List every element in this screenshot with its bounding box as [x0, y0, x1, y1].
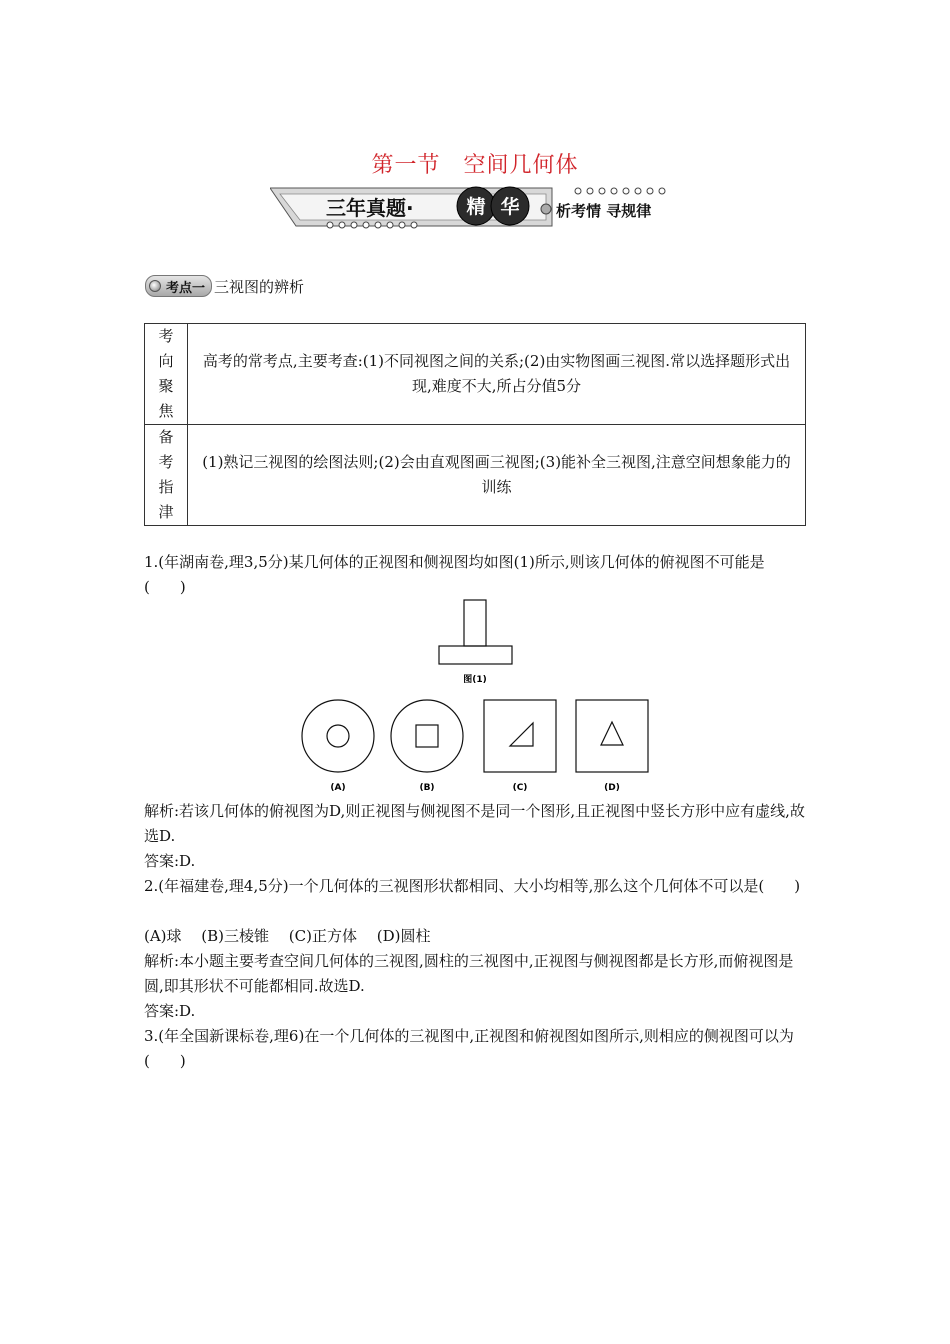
bullet-icon [541, 204, 551, 214]
section-title: 第一节 空间几何体 [371, 153, 579, 178]
banner-slogan: 析考情 寻规律 [556, 202, 652, 220]
option-c-figure [484, 700, 556, 772]
q1-figure [290, 598, 660, 798]
figure-1-t-shape [439, 600, 512, 664]
option-a-label: (A) [330, 783, 346, 793]
q2-options: (A)球 (B)三棱锥 (C)正方体 (D)圆柱 [144, 927, 431, 945]
kaodian-heading [145, 275, 304, 297]
kaodian-label: 考点一 [166, 280, 206, 296]
row-header-guide: 备考指津 [145, 425, 188, 526]
bullet-icon [149, 280, 161, 292]
row-header-focus: 考向聚焦 [145, 324, 188, 425]
q1-answer: 答案:D. [144, 852, 196, 870]
option-d-figure [576, 700, 648, 772]
q3-stem: 3.(年全国新课标卷,理6)在一个几何体的三视图中,正视图和俯视图如图所示,则相应的侧视图可以为( ) [144, 1027, 794, 1070]
q2-stem: 2.(年福建卷,理4,5分)一个几何体的三视图形状都相同、大小均相等,那么这个几何体不可以是( ) [144, 877, 801, 895]
kaodian-badge [145, 275, 212, 297]
banner-jing: 精 [466, 196, 486, 218]
guide-table [144, 323, 806, 526]
q2-answer: 答案:D. [144, 1002, 196, 1020]
row-body-guide: (1)熟记三视图的绘图法则;(2)会由直观图画三视图;(3)能补全三视图,注意空间想象能力的训练 [188, 425, 806, 526]
option-b-label: (B) [419, 783, 435, 793]
option-b-figure [391, 700, 463, 772]
option-a-figure [302, 700, 374, 772]
table-row [145, 425, 806, 526]
banner-hua: 华 [500, 196, 520, 218]
row-body-focus: 高考的常考点,主要考查:(1)不同视图之间的关系;(2)由实物图画三视图.常以选择题形式出现,难度不大,所占分值5分 [188, 324, 806, 425]
q1-analysis: 解析:若该几何体的俯视图为D,则正视图与侧视图不是同一个图形,且正视图中竖长方形中应有虚线,故选D. [144, 802, 805, 845]
option-c-label: (C) [512, 783, 528, 793]
figure-1-label: 图(1) [463, 675, 487, 685]
table-row [145, 324, 806, 425]
q1-stem: 1.(年湖南卷,理3,5分)某几何体的正视图和侧视图均如图(1)所示,则该几何体的俯视图不可能是( ) [144, 553, 765, 596]
banner [270, 186, 690, 230]
kaodian-topic: 三视图的辨析 [214, 277, 305, 296]
q2-analysis: 解析:本小题主要考查空间几何体的三视图,圆柱的三视图中,正视图与侧视图都是长方形,而俯视图是圆,即其形状不可能都相同.故选D. [144, 952, 794, 995]
banner-title: 三年真题· [326, 196, 414, 220]
option-d-label: (D) [604, 783, 620, 793]
